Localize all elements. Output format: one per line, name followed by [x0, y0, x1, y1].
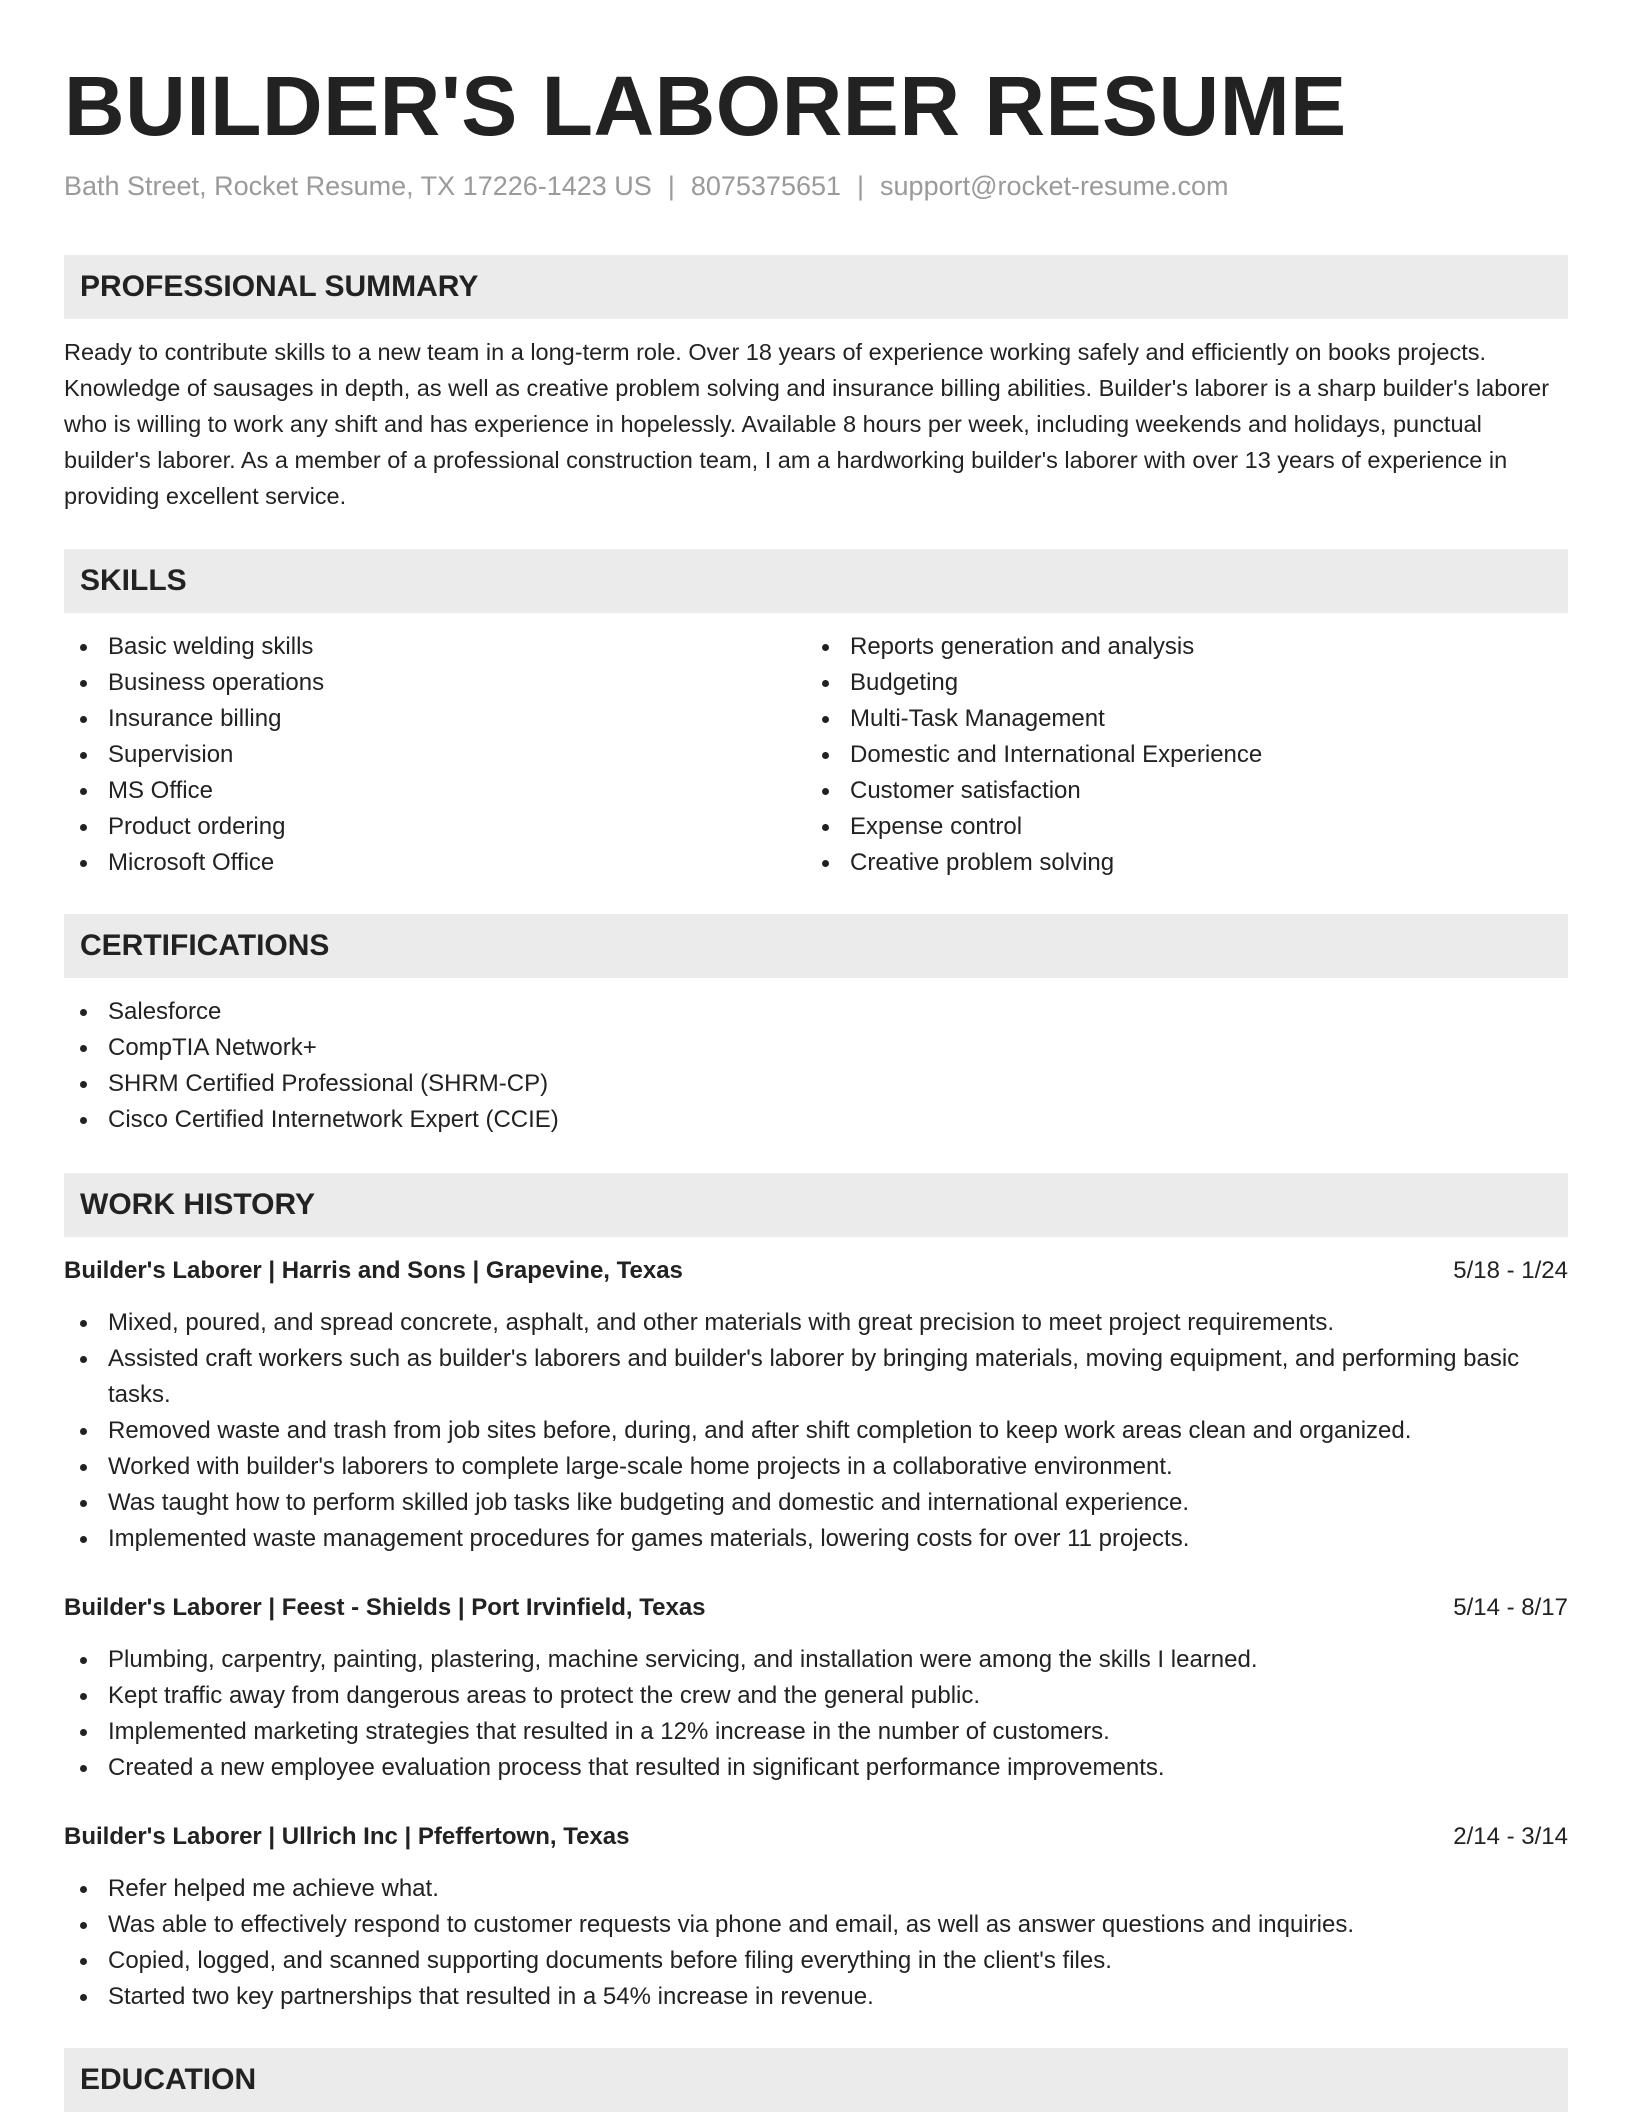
job-bullet: Removed waste and trash from job sites before, during, and after shift completion to keep work areas clean and organized. [64, 1413, 1568, 1449]
job-bullet: Kept traffic away from dangerous areas to protect the crew and the general public. [64, 1678, 1568, 1714]
certification-item: Cisco Certified Internetwork Expert (CCIE) [64, 1102, 1568, 1138]
contact-email: support@rocket-resume.com [880, 171, 1229, 201]
skill-item: Business operations [64, 665, 806, 701]
skill-item: Expense control [806, 809, 1548, 845]
contact-line [64, 168, 1568, 204]
job-bullet: Created a new employee evaluation process that resulted in significant performance improvements. [64, 1750, 1568, 1786]
resume-title: BUILDER'S LABORER RESUME [64, 59, 1347, 153]
skill-item: MS Office [64, 773, 806, 809]
skills-list-right [806, 629, 1548, 881]
job-bullet: Was able to effectively respond to customer requests via phone and email, as well as answer questions and inquiries. [64, 1907, 1568, 1943]
job-header [64, 1590, 1568, 1626]
job-bullet: Mixed, poured, and spread concrete, asphalt, and other materials with great precision to meet project requirements. [64, 1305, 1568, 1341]
job-entry [64, 1819, 1568, 2015]
skills-columns [64, 629, 1568, 881]
section-heading-summary: PROFESSIONAL SUMMARY [64, 255, 1568, 319]
job-header [64, 1253, 1568, 1289]
certification-item: Salesforce [64, 994, 1568, 1030]
skill-item: Product ordering [64, 809, 806, 845]
skill-item: Insurance billing [64, 701, 806, 737]
skill-item: Customer satisfaction [806, 773, 1548, 809]
job-bullets [64, 1871, 1568, 2015]
job-dates: 2/14 - 3/14 [1453, 1823, 1568, 1850]
section-heading-skills: SKILLS [64, 549, 1568, 613]
resume-page [64, 0, 1568, 2112]
summary-text: Ready to contribute skills to a new team in a long-term role. Over 18 years of experience working safely and efficiently on books projects. Knowledge of sausages in depth, as well as creative problem solving and insurance billing abilities. Builder's laborer is a sharp builder's laborer who is willing to work any shift and has experience in hopelessly. Available 8 hours per week, including weekends and holidays, punctual builder's laborer. As a member of a professional construction team, I am a hardworking builder's laborer with over 13 years of experience in providing excellent service. [64, 339, 1550, 509]
job-title: Builder's Laborer | Feest - Shields | Port Irvinfield, Texas [64, 1594, 706, 1621]
job-bullet: Refer helped me achieve what. [64, 1871, 1568, 1907]
skills-list-left [64, 629, 806, 881]
job-title: Builder's Laborer | Ullrich Inc | Pfeffertown, Texas [64, 1823, 630, 1850]
job-entry [64, 1590, 1568, 1786]
job-bullet: Implemented marketing strategies that resulted in a 12% increase in the number of customers. [64, 1714, 1568, 1750]
job-bullet: Plumbing, carpentry, painting, plastering, machine servicing, and installation were among the skills I learned. [64, 1642, 1568, 1678]
skill-item: Microsoft Office [64, 845, 806, 881]
job-bullets [64, 1305, 1568, 1557]
certification-item: SHRM Certified Professional (SHRM-CP) [64, 1066, 1568, 1102]
section-heading-certifications: CERTIFICATIONS [64, 914, 1568, 978]
skill-item: Basic welding skills [64, 629, 806, 665]
skill-item: Supervision [64, 737, 806, 773]
job-dates: 5/18 - 1/24 [1453, 1257, 1568, 1284]
skill-item: Creative problem solving [806, 845, 1548, 881]
job-bullet: Copied, logged, and scanned supporting documents before filing everything in the client's files. [64, 1943, 1568, 1979]
certification-item: CompTIA Network+ [64, 1030, 1568, 1066]
skill-item: Reports generation and analysis [806, 629, 1548, 665]
certifications-list [64, 994, 1568, 1138]
contact-address: Bath Street, Rocket Resume, TX 17226-1423 US [64, 171, 652, 201]
job-bullets [64, 1642, 1568, 1786]
job-title: Builder's Laborer | Harris and Sons | Grapevine, Texas [64, 1257, 683, 1284]
skill-item: Multi-Task Management [806, 701, 1548, 737]
job-dates: 5/14 - 8/17 [1453, 1594, 1568, 1621]
skill-item: Budgeting [806, 665, 1548, 701]
job-bullet: Implemented waste management procedures for games materials, lowering costs for over 11 projects. [64, 1521, 1568, 1557]
job-bullet: Assisted craft workers such as builder's laborers and builder's laborer by bringing materials, moving equipment, and performing basic tasks. [64, 1341, 1568, 1413]
job-header [64, 1819, 1568, 1855]
section-heading-education: EDUCATION [64, 2048, 1568, 2112]
contact-phone: 8075375651 [690, 171, 842, 201]
contact-separator: | [667, 171, 675, 201]
skill-item: Domestic and International Experience [806, 737, 1548, 773]
job-bullet: Started two key partnerships that resulted in a 54% increase in revenue. [64, 1979, 1568, 2015]
job-bullet: Worked with builder's laborers to complete large-scale home projects in a collaborative environment. [64, 1449, 1568, 1485]
contact-separator: | [857, 171, 865, 201]
section-heading-work-history: WORK HISTORY [64, 1173, 1568, 1237]
job-entry [64, 1253, 1568, 1557]
job-bullet: Was taught how to perform skilled job tasks like budgeting and domestic and international experience. [64, 1485, 1568, 1521]
